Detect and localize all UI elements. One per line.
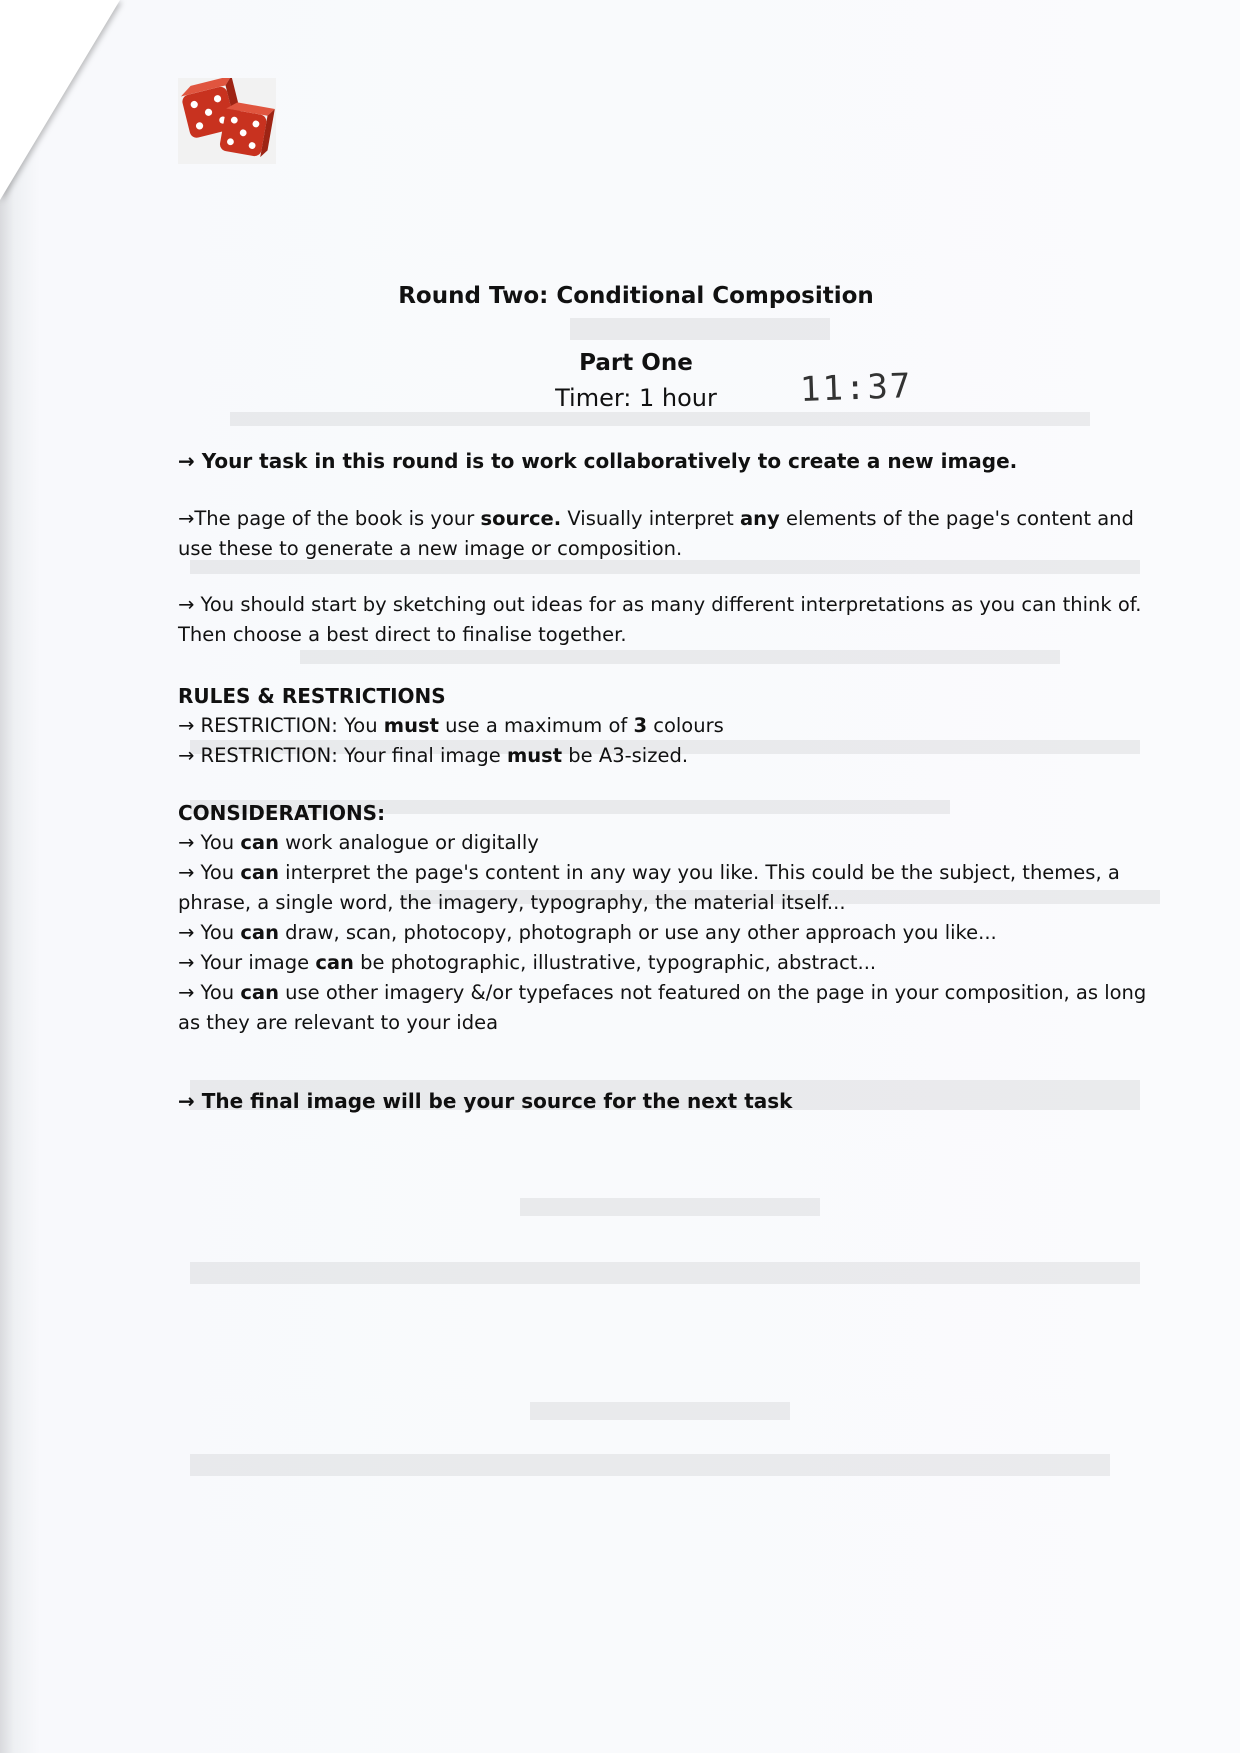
restriction-colours	[178, 711, 1158, 741]
text-run: → You	[178, 861, 241, 884]
dice-icon	[178, 78, 276, 164]
final-text: The final image will be your source for the next task	[201, 1089, 793, 1113]
bold-run: must	[383, 714, 439, 737]
text-run: be A3-sized.	[562, 744, 689, 767]
text-run: colours	[647, 714, 724, 737]
consideration-item	[178, 978, 1158, 1038]
final-note	[178, 1086, 1158, 1116]
text-run: be photographic, illustrative, typographic, abstract...	[353, 951, 877, 974]
text-run: → RESTRICTION: Your final image	[178, 744, 507, 767]
handwritten-time: 11:37	[799, 366, 914, 410]
text-run: The page of the book is your	[194, 507, 481, 530]
text-run: → You	[178, 921, 241, 944]
bold-run: can	[240, 861, 279, 884]
task-statement	[178, 446, 1158, 476]
text-run: draw, scan, photocopy, photograph or use any other approach you like...	[278, 921, 997, 944]
text-run: use a maximum of	[438, 714, 634, 737]
source-paragraph	[178, 504, 1158, 564]
bold-run: can	[240, 921, 279, 944]
bold-run: can	[240, 981, 279, 1004]
text-run: Visually interpret	[561, 507, 740, 530]
part-heading: Part One	[579, 350, 693, 376]
text-run: work analogue or digitally	[278, 831, 539, 854]
arrow-icon: →	[178, 1089, 202, 1113]
text-run: elements of the page's content and use these to generate a new image or composition.	[178, 507, 1134, 560]
text-run: → Your image	[178, 951, 316, 974]
rules-heading: RULES & RESTRICTIONS	[178, 684, 446, 708]
considerations-section	[178, 798, 1158, 1038]
text-run: → RESTRICTION: You	[178, 714, 384, 737]
text-run: use other imagery &/or typefaces not featured on the page in your composition, as long as they are relevant to your idea	[178, 981, 1147, 1034]
page-fold-corner	[0, 0, 120, 200]
bold-run: must	[506, 744, 563, 767]
text-run: interpret the page's content in any way you like. This could be the subject, themes, a phrase, a single word, the imagery, typography, the material itself...	[178, 861, 1120, 914]
page-title: Round Two: Conditional Composition	[398, 283, 874, 309]
consideration-item	[178, 948, 1158, 978]
bold-run: 3	[633, 714, 648, 737]
restriction-size	[178, 741, 1158, 771]
sketch-paragraph: → You should start by sketching out ideas for as many different interpretations as you can think of. Then choose a best direct to finalise together.	[178, 593, 1142, 646]
bold-run: can	[240, 831, 279, 854]
bold-run: source.	[480, 507, 562, 530]
text-run: → You	[178, 831, 241, 854]
arrow-icon: →	[178, 507, 195, 530]
task-text: Your task in this round is to work collaboratively to create a new image.	[201, 449, 1018, 473]
timer-label: Timer: 1 hour	[555, 384, 717, 412]
bold-run: can	[315, 951, 354, 974]
considerations-heading: CONSIDERATIONS:	[178, 801, 386, 825]
consideration-item	[178, 828, 1158, 858]
rules-section	[178, 681, 1158, 771]
consideration-item	[178, 858, 1158, 918]
arrow-icon: →	[178, 449, 202, 473]
text-run: → You	[178, 981, 241, 1004]
bold-run: any	[740, 507, 780, 530]
consideration-item	[178, 918, 1158, 948]
